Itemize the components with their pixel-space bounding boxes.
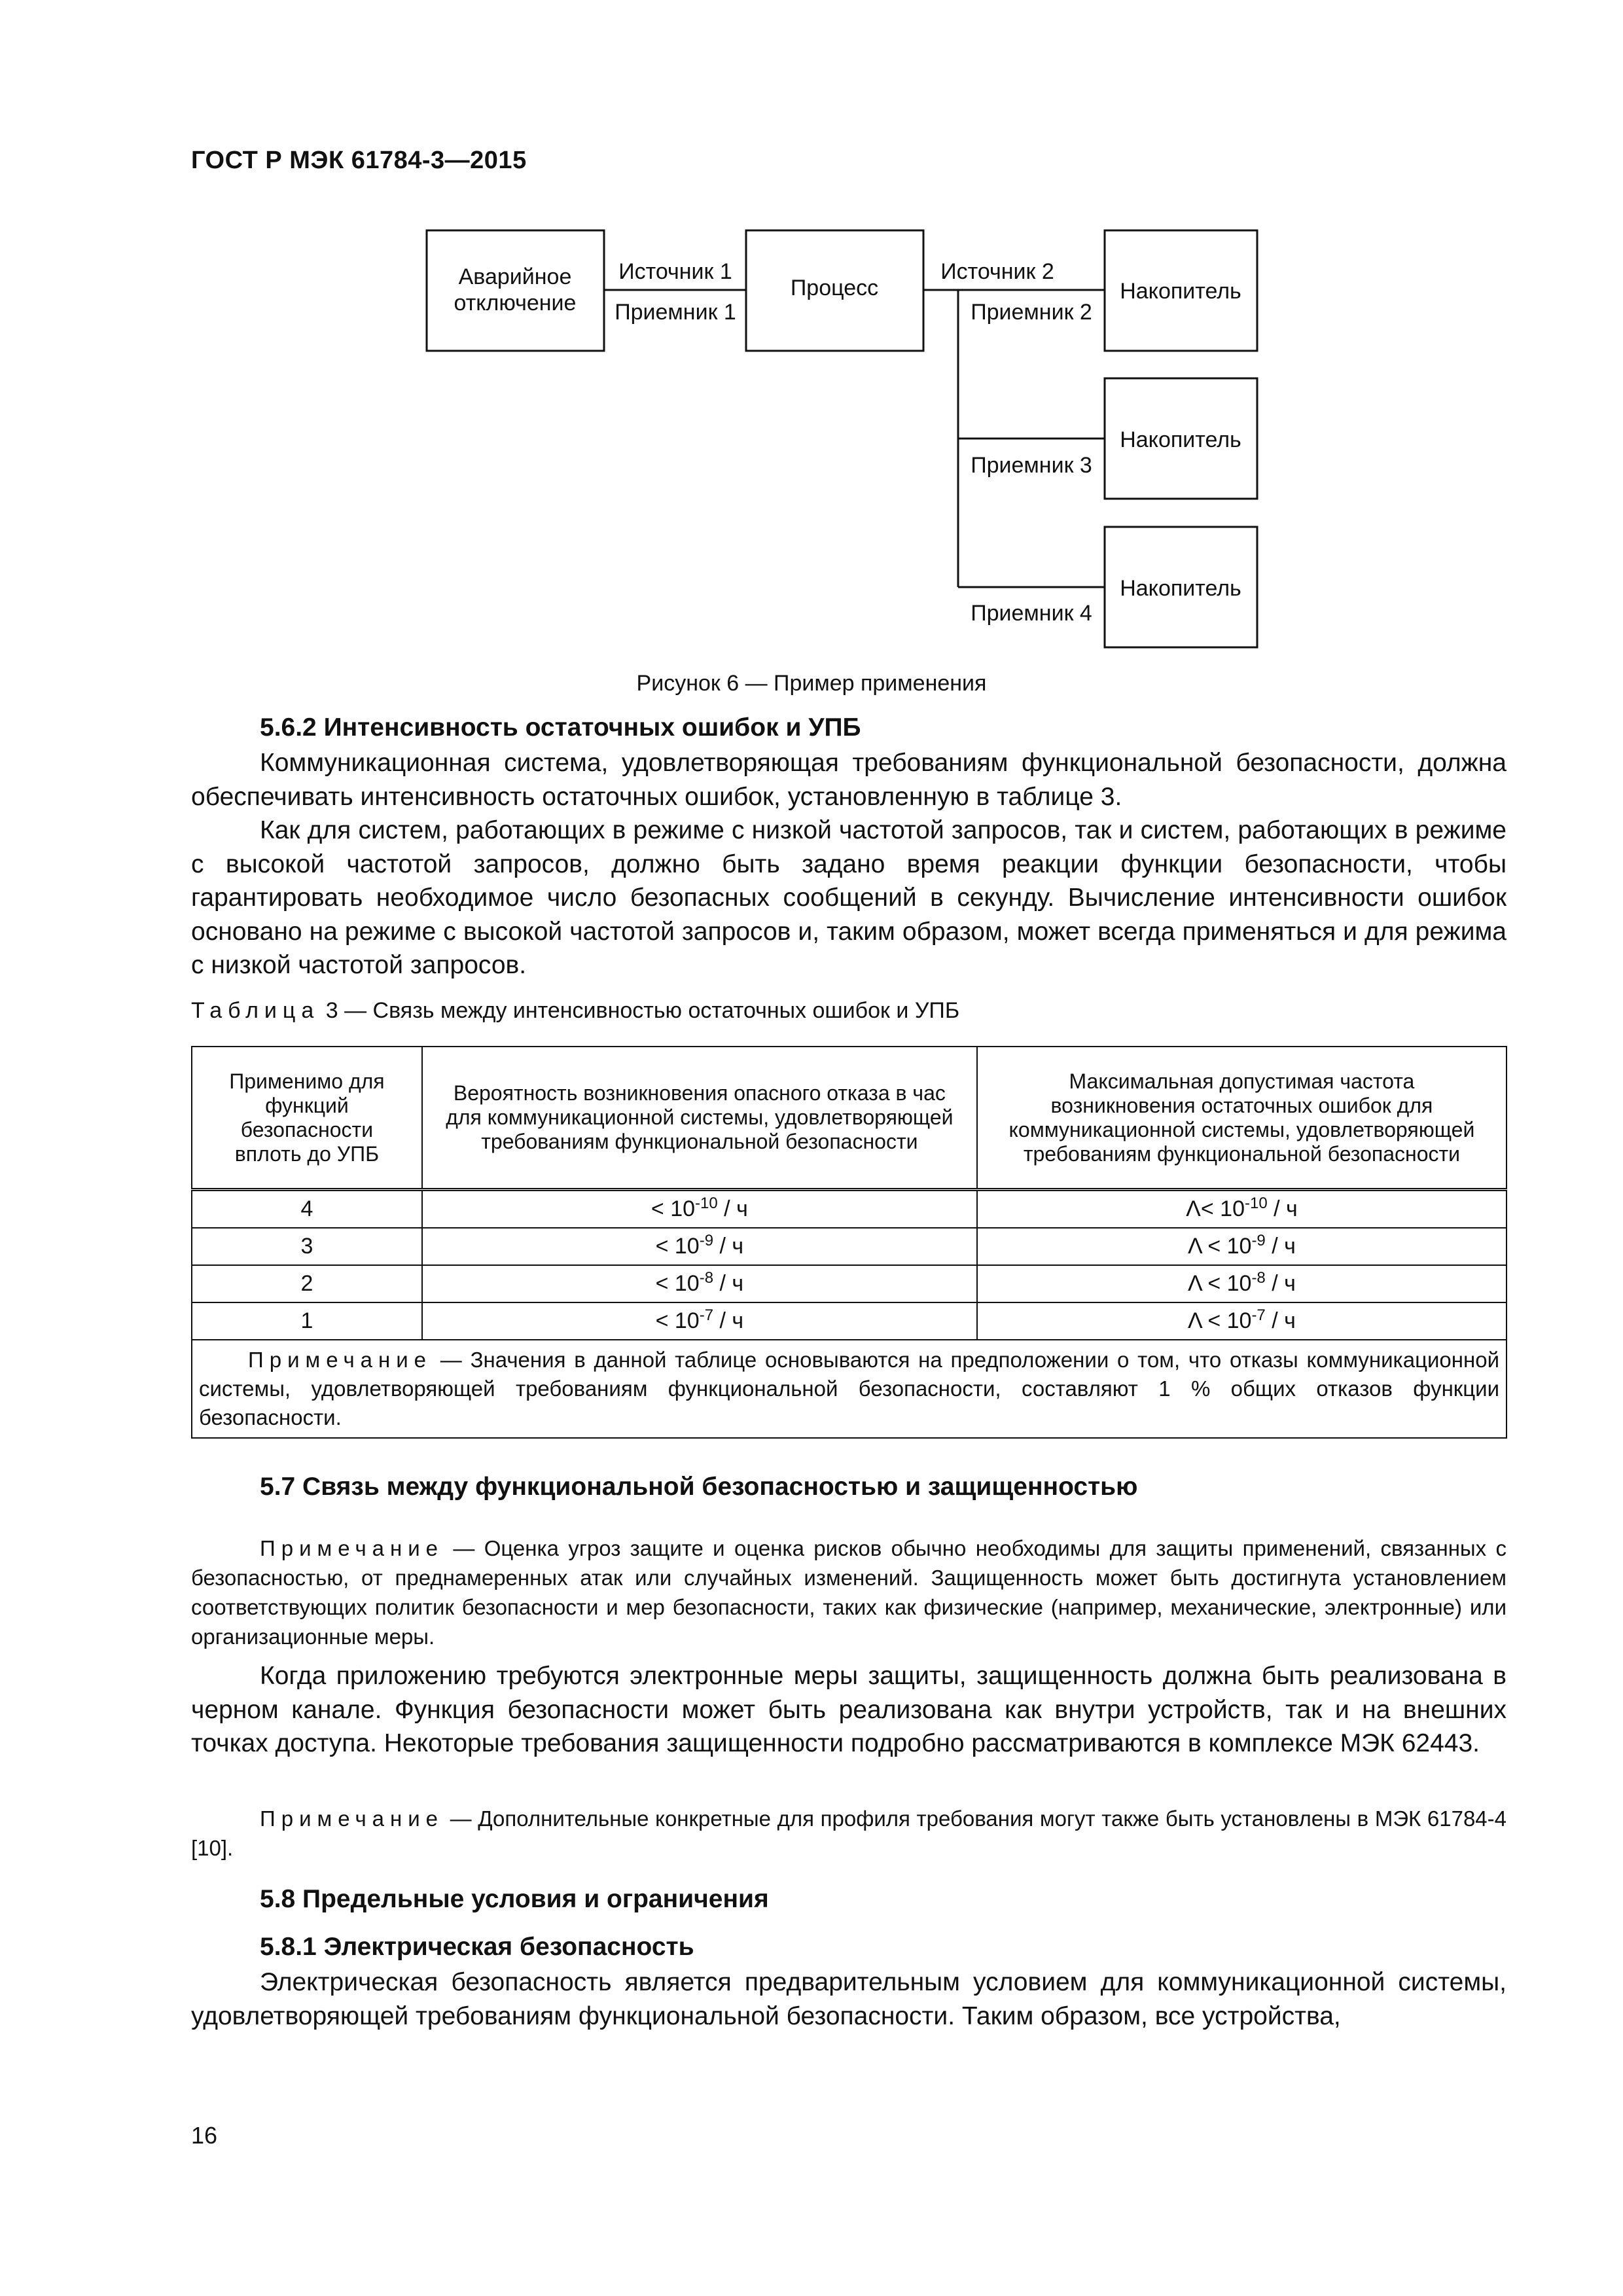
note-label: Примечание <box>260 1806 444 1831</box>
table-label: Таблица <box>191 998 320 1023</box>
residual-rate-cell: $\Lambda < 10^{-9} / ч$ <box>977 1228 1507 1265</box>
storage-label-2: Накопитель <box>1120 427 1241 452</box>
section-5-8-title: 5.8 Предельные условия и ограничения <box>260 1885 769 1913</box>
process-label: Процесс <box>790 276 879 300</box>
residual-rate-cell: $\Lambda < 10^{-8} / ч$ <box>977 1265 1507 1302</box>
sil-cell: 1 <box>192 1302 422 1340</box>
paragraph-text: Когда приложению требуются электронные меры защиты, защищенность должна быть реализована в черном канале. Функция безопасности может быть реализована как внутри устройств, так и на внешних точках доступа. Некоторые требования защищенности подробно рассматриваются в комплексе МЭК 62443. <box>191 1662 1507 1757</box>
figure-caption: Рисунок 6 — Пример применения <box>636 671 987 696</box>
table-row <box>192 1228 1507 1265</box>
sil-cell: 3 <box>192 1228 422 1265</box>
table-row <box>192 1302 1507 1340</box>
table-note-row <box>192 1340 1507 1438</box>
header-sil: Применимо для функций безопасности вплоть до УПБ <box>192 1047 422 1190</box>
header-residual-rate: Максимальная допустимая частота возникновения остаточных ошибок для коммуникационной системы, удовлетворяющей требованиям функциональной безопасности <box>977 1047 1507 1190</box>
table-row <box>192 1190 1507 1229</box>
receiver-4-label: Приемник 4 <box>971 601 1092 626</box>
paragraph-text: Электрическая безопасность является предварительным условием для коммуникационной системы, удовлетворяющей требованиям функциональной безопасности. Таким образом, все устройства, <box>191 1968 1507 2030</box>
section-5-6-2-paragraph-1 <box>191 746 1507 814</box>
section-5-6-2-paragraph-2 <box>191 814 1507 982</box>
note-text: — Дополнительные конкретные для профиля требования могут также быть установлены в МЭК 61784-4 [10]. <box>191 1806 1507 1860</box>
table-row <box>192 1265 1507 1302</box>
page-number: 16 <box>191 2122 218 2149</box>
note-text: — Оценка угроз защите и оценка рисков обычно необходимы для защиты применений, связанных с безопасностью, от преднамеренных атак или случайных изменений. Защищенность может быть достигнута установлением соответствующих политик безопасности и мер безопасности, таких как физические (например, механические, электронные) или организационные меры. <box>191 1536 1507 1649</box>
table-3 <box>191 1046 1507 1439</box>
receiver-1-label: Приемник 1 <box>615 300 736 325</box>
note-text: — Значения в данной таблице основываются на предположении о том, что отказы коммуникационной системы, удовлетворяющей требованиям функциональной безопасности, составляют 1 % общих отказов функции безопасности. <box>199 1348 1499 1429</box>
receiver-2-label: Приемник 2 <box>971 300 1092 325</box>
note-label: Примечание <box>248 1348 433 1372</box>
section-5-7-note-1 <box>191 1534 1507 1651</box>
paragraph-text: Как для систем, работающих в режиме с низкой частотой запросов, так и систем, работающих в режиме с высокой частотой запросов, должно быть задано время реакции функции безопасности, чтобы гарантировать необходимое число безопасных сообщений в секунду. Вычисление интенсивности ошибок основано на режиме с высокой частотой запросов и, таким образом, может всегда применяться и для режима с низкой частотой запросов. <box>191 816 1507 979</box>
note-label: Примечание <box>260 1536 444 1560</box>
document-header: ГОСТ Р МЭК 61784-3—2015 <box>191 147 527 174</box>
source-1-label: Источник 1 <box>618 259 732 284</box>
table-title-text: 3 — Связь между интенсивностью остаточных ошибок и УПБ <box>319 998 960 1023</box>
residual-rate-cell: $\Lambda< 10^{-10} / ч$ <box>977 1190 1507 1229</box>
probability-cell: < $10^{-10}$ / ч <box>422 1190 977 1229</box>
section-5-7-paragraph <box>191 1659 1507 1761</box>
sil-cell: 4 <box>192 1190 422 1229</box>
section-5-8-1-title: 5.8.1 Электрическая безопасность <box>260 1933 694 1961</box>
section-5-6-2-title: 5.6.2 Интенсивность остаточных ошибок и УПБ <box>260 713 861 742</box>
section-5-7-note-2 <box>191 1804 1507 1863</box>
application-example-diagram <box>0 0 1623 668</box>
storage-label-3: Накопитель <box>1120 576 1241 601</box>
probability-cell: < $10^{-9}$ / ч <box>422 1228 977 1265</box>
table-header-row <box>192 1047 1507 1190</box>
section-5-8-1-paragraph <box>191 1965 1507 2033</box>
sil-cell: 2 <box>192 1265 422 1302</box>
paragraph-text: Коммуникационная система, удовлетворяющая требованиям функциональной безопасности, должна обеспечивать интенсивность остаточных ошибок, установленную в таблице 3. <box>191 749 1507 811</box>
section-5-7-title: 5.7 Связь между функциональной безопасностью и защищенностью <box>260 1473 1138 1501</box>
probability-cell: < $10^{-7}$ / ч <box>422 1302 977 1340</box>
storage-label-1: Накопитель <box>1120 279 1241 304</box>
emergency-label-1: Аварийное <box>458 264 572 289</box>
residual-rate-cell: $\Lambda < 10^{-7} / ч$ <box>977 1302 1507 1340</box>
table-note <box>192 1340 1507 1438</box>
receiver-3-label: Приемник 3 <box>971 453 1092 478</box>
header-probability: Вероятность возникновения опасного отказа в час для коммуникационной системы, удовлетворяющей требованиям функциональной безопасности <box>422 1047 977 1190</box>
probability-cell: < $10^{-8}$ / ч <box>422 1265 977 1302</box>
table-3-title <box>191 998 959 1024</box>
source-2-label: Источник 2 <box>940 259 1054 284</box>
emergency-label-2: отключение <box>454 291 577 315</box>
